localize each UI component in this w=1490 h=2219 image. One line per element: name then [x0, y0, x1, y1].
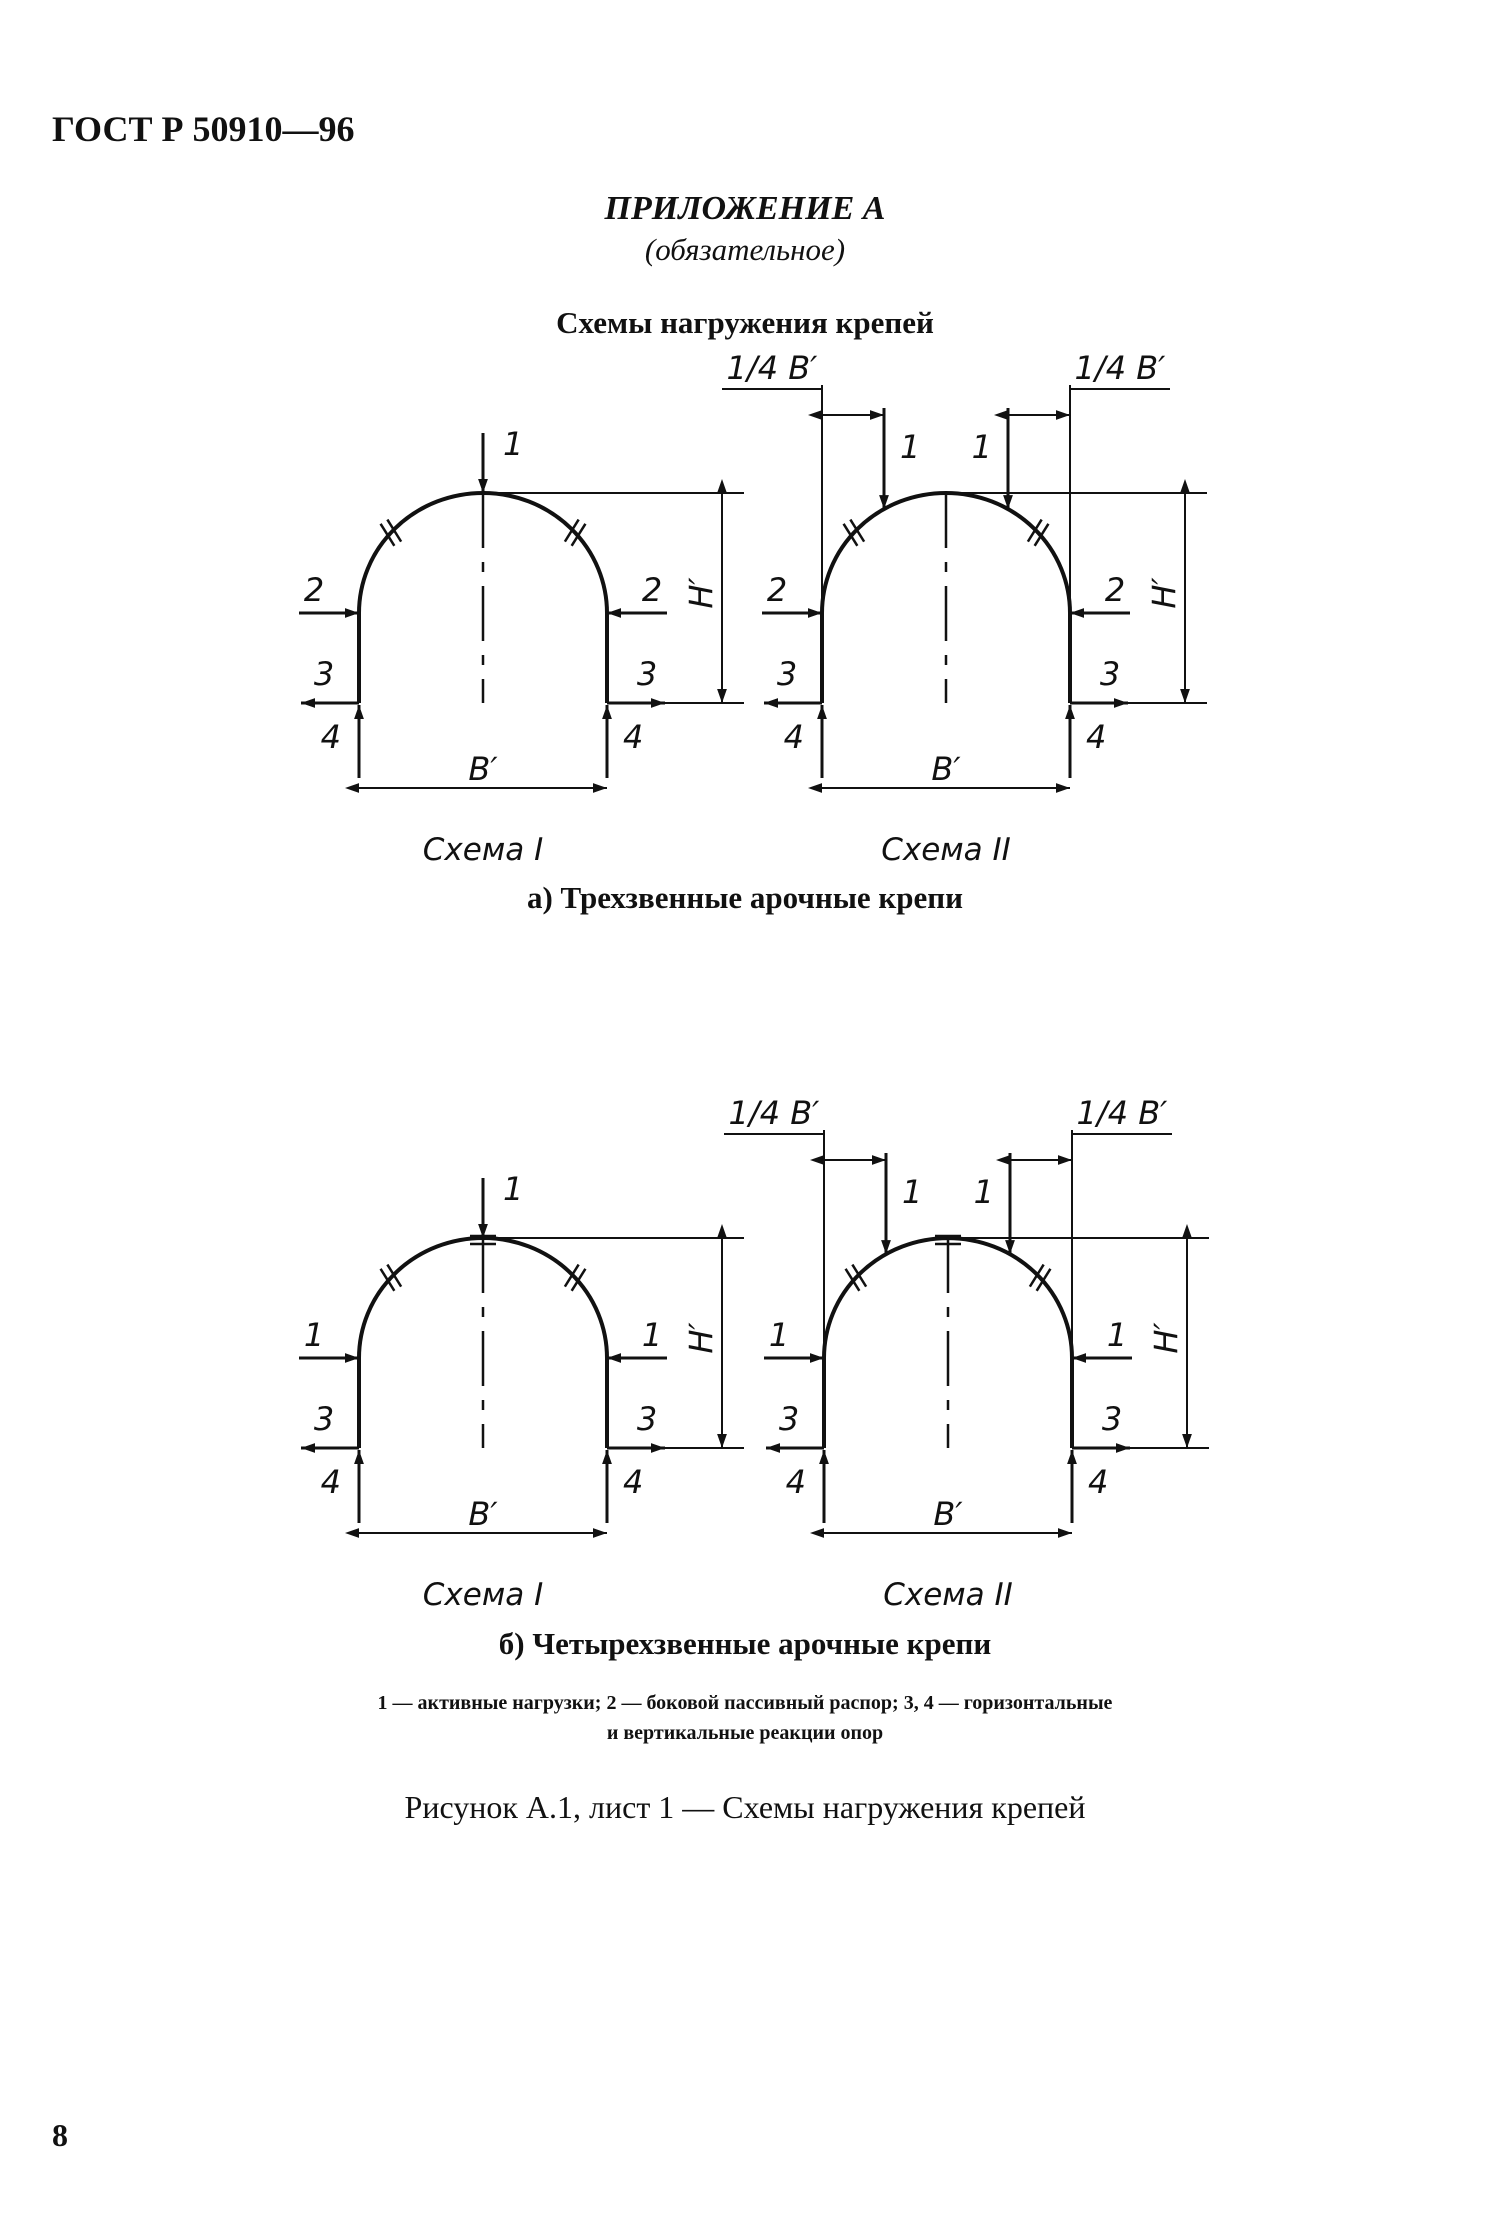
scheme1-name-label: Схема I — [422, 832, 544, 868]
scheme2-horizontal-reaction-label-left: 3 — [776, 655, 798, 693]
appendix-subtitle: (обязательное) — [644, 232, 846, 267]
scheme2-horizontal-reaction-label-left: 3 — [778, 1400, 800, 1438]
document-id: ГОСТ Р 50910—96 — [52, 109, 355, 149]
section-title: Схемы нагружения крепей — [556, 305, 934, 340]
figure-caption: Рисунок А.1, лист 1 — Схемы нагружения крепей — [404, 1789, 1086, 1825]
scheme2-height-label: H′ — [1147, 1322, 1185, 1354]
scheme1-name-label: Схема I — [422, 1577, 544, 1613]
scheme1-horizontal-reaction-label-right: 3 — [636, 1400, 658, 1438]
caption-three-link: а) Трехзвенные арочные крепи — [526, 880, 963, 915]
scheme2-quarter-label-right: 1/4 B′ — [1074, 349, 1166, 387]
scheme2-name-label: Схема II — [881, 832, 1011, 868]
scheme2-horizontal-reaction-label-right: 3 — [1099, 655, 1121, 693]
scheme1-side-load-label-left: 2 — [303, 571, 325, 609]
scheme1-horizontal-reaction-label-right: 3 — [636, 655, 658, 693]
page-number: 8 — [52, 2117, 68, 2153]
scheme1-active-load-label: 1 — [503, 1170, 524, 1208]
legend-line-1: 1 — активные нагрузки; 2 — боковой пассивный распор; 3, 4 — горизонтальные — [377, 1692, 1113, 1714]
scheme2-quarter-label-left: 1/4 B′ — [726, 349, 818, 387]
scheme1-height-label: H′ — [682, 577, 720, 609]
scheme2-side-load-label-left: 1 — [768, 1316, 790, 1354]
scheme1-side-load-label-right: 1 — [641, 1316, 663, 1354]
scheme2-vertical-reaction-label-left: 4 — [785, 1463, 806, 1501]
scheme2-active-load-label-left: 1 — [900, 428, 921, 466]
scheme2-height-label: H′ — [1145, 577, 1183, 609]
scheme1-vertical-reaction-label-left: 4 — [320, 718, 341, 756]
scheme2-name-label: Схема II — [883, 1577, 1013, 1613]
scheme1-active-load-label: 1 — [503, 425, 524, 463]
scheme2-side-load-label-right: 1 — [1106, 1316, 1128, 1354]
scheme1-vertical-reaction-label-left: 4 — [320, 1463, 341, 1501]
scheme1-vertical-reaction-label-right: 4 — [623, 1463, 644, 1501]
caption-four-link: б) Четырехзвенные арочные крепи — [498, 1626, 992, 1661]
scheme2-vertical-reaction-label-right: 4 — [1088, 1463, 1109, 1501]
legend-line-2: и вертикальные реакции опор — [606, 1722, 884, 1744]
scheme2-active-load-label-right: 1 — [973, 1173, 994, 1211]
scheme1-span-label: B′ — [468, 750, 498, 788]
scheme1-horizontal-reaction-label-left: 3 — [313, 1400, 335, 1438]
scheme1-span-label: B′ — [468, 1495, 498, 1533]
scheme2-active-load-label-right: 1 — [971, 428, 992, 466]
scheme2-side-load-label-left: 2 — [766, 571, 788, 609]
scheme2-vertical-reaction-label-left: 4 — [783, 718, 804, 756]
scheme2-span-label: B′ — [933, 1495, 963, 1533]
scheme2-quarter-label-left: 1/4 B′ — [728, 1094, 820, 1132]
scheme1-height-label: H′ — [682, 1322, 720, 1354]
scheme2-vertical-reaction-label-right: 4 — [1086, 718, 1107, 756]
scheme2-quarter-label-right: 1/4 B′ — [1076, 1094, 1168, 1132]
scheme1-side-load-label-left: 1 — [303, 1316, 325, 1354]
scheme1-horizontal-reaction-label-left: 3 — [313, 655, 335, 693]
appendix-title: ПРИЛОЖЕНИЕ А — [604, 190, 886, 227]
scheme2-active-load-label-left: 1 — [902, 1173, 923, 1211]
scheme2-side-load-label-right: 2 — [1104, 571, 1126, 609]
legend — [0, 1688, 1490, 1748]
scheme1-vertical-reaction-label-right: 4 — [623, 718, 644, 756]
scheme2-horizontal-reaction-label-right: 3 — [1101, 1400, 1123, 1438]
scheme2-span-label: B′ — [931, 750, 961, 788]
scheme1-side-load-label-right: 2 — [641, 571, 663, 609]
